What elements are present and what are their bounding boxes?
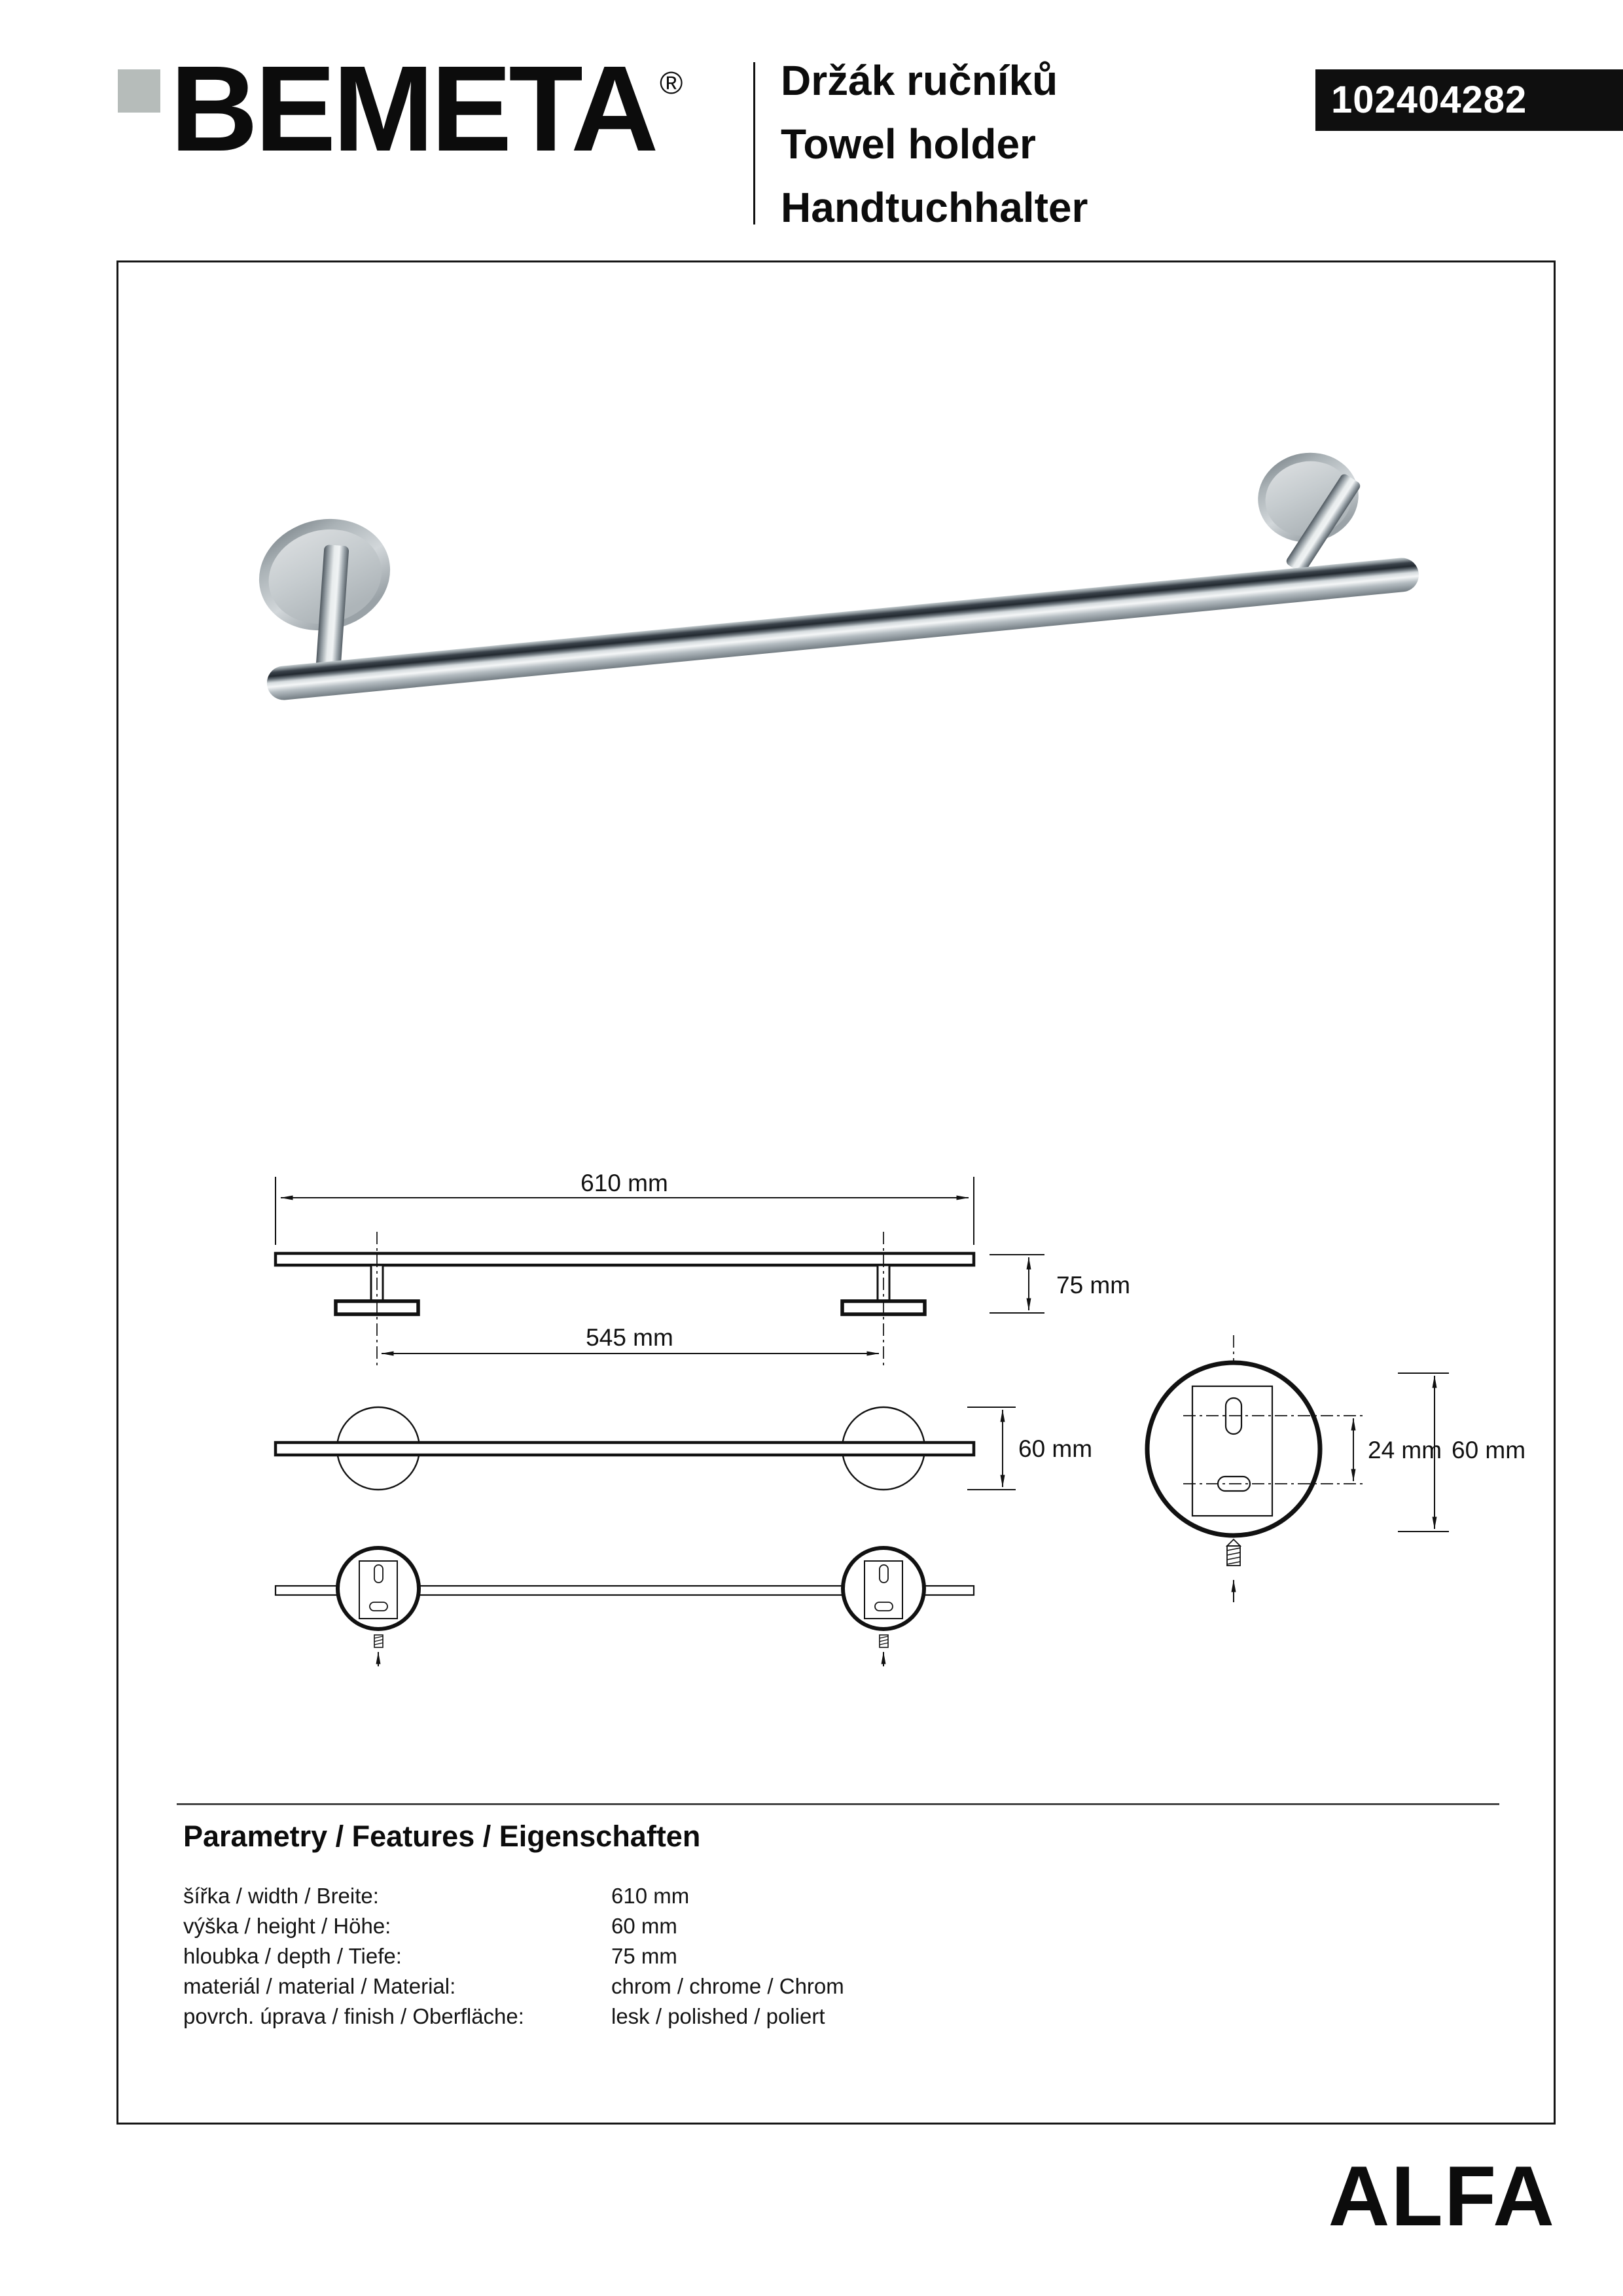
- product-code-badge: 102404282: [1315, 69, 1623, 131]
- section-divider: [177, 1803, 1499, 1805]
- param-value: lesk / polished / poliert: [611, 2004, 825, 2028]
- brand-logo: BEMETA: [170, 41, 656, 177]
- product-title-en: Towel holder: [781, 120, 1036, 168]
- drawing-side-view: [276, 1170, 1130, 1365]
- bar-side: [276, 1253, 974, 1265]
- screw-icon: [374, 1635, 383, 1647]
- drawing-detail-view: [1147, 1335, 1525, 1602]
- drawing-front-view: [276, 1407, 1092, 1490]
- param-value: 610 mm: [611, 1884, 690, 1908]
- screw-icon: [1227, 1539, 1240, 1566]
- series-name: ALFA: [1328, 2148, 1556, 2244]
- photo-bar: [265, 556, 1420, 702]
- param-label: šířka / width / Breite:: [183, 1884, 379, 1908]
- mount-plate: [843, 1548, 924, 1666]
- screw-icon: [880, 1635, 888, 1647]
- param-value: chrom / chrome / Chrom: [611, 1974, 844, 1998]
- product-title-de: Handtuchhalter: [781, 184, 1088, 231]
- parameters-table: [183, 1881, 844, 2032]
- dimension-label-rosette-height: 60 mm: [1452, 1437, 1526, 1463]
- registered-trademark-icon: ®: [660, 66, 683, 101]
- mount-plate: [338, 1548, 419, 1666]
- param-value: 60 mm: [611, 1914, 677, 1938]
- rosette-detail-outline: [1147, 1363, 1320, 1535]
- param-label: materiál / material / Material:: [183, 1974, 456, 1998]
- param-label: povrch. úprava / finish / Oberfläche:: [183, 2004, 524, 2028]
- parameters-heading: Parametry / Features / Eigenschaften: [183, 1820, 701, 1853]
- drawing-mounting-view: [276, 1548, 974, 1666]
- param-value: 75 mm: [611, 1944, 677, 1968]
- param-label: výška / height / Höhe:: [183, 1914, 391, 1938]
- param-label: hloubka / depth / Tiefe:: [183, 1944, 402, 1968]
- dimension-label-width: 610 mm: [580, 1170, 668, 1196]
- dimension-label-spacing: 545 mm: [586, 1324, 673, 1351]
- dimension-label-depth: 75 mm: [1056, 1272, 1131, 1299]
- bar-front: [276, 1443, 974, 1455]
- product-title-cs: Držák ručníků: [781, 57, 1058, 104]
- dimension-label-height: 60 mm: [1018, 1435, 1093, 1462]
- product-photo: [247, 445, 1421, 702]
- dimension-label-slot-spacing: 24 mm: [1368, 1437, 1442, 1463]
